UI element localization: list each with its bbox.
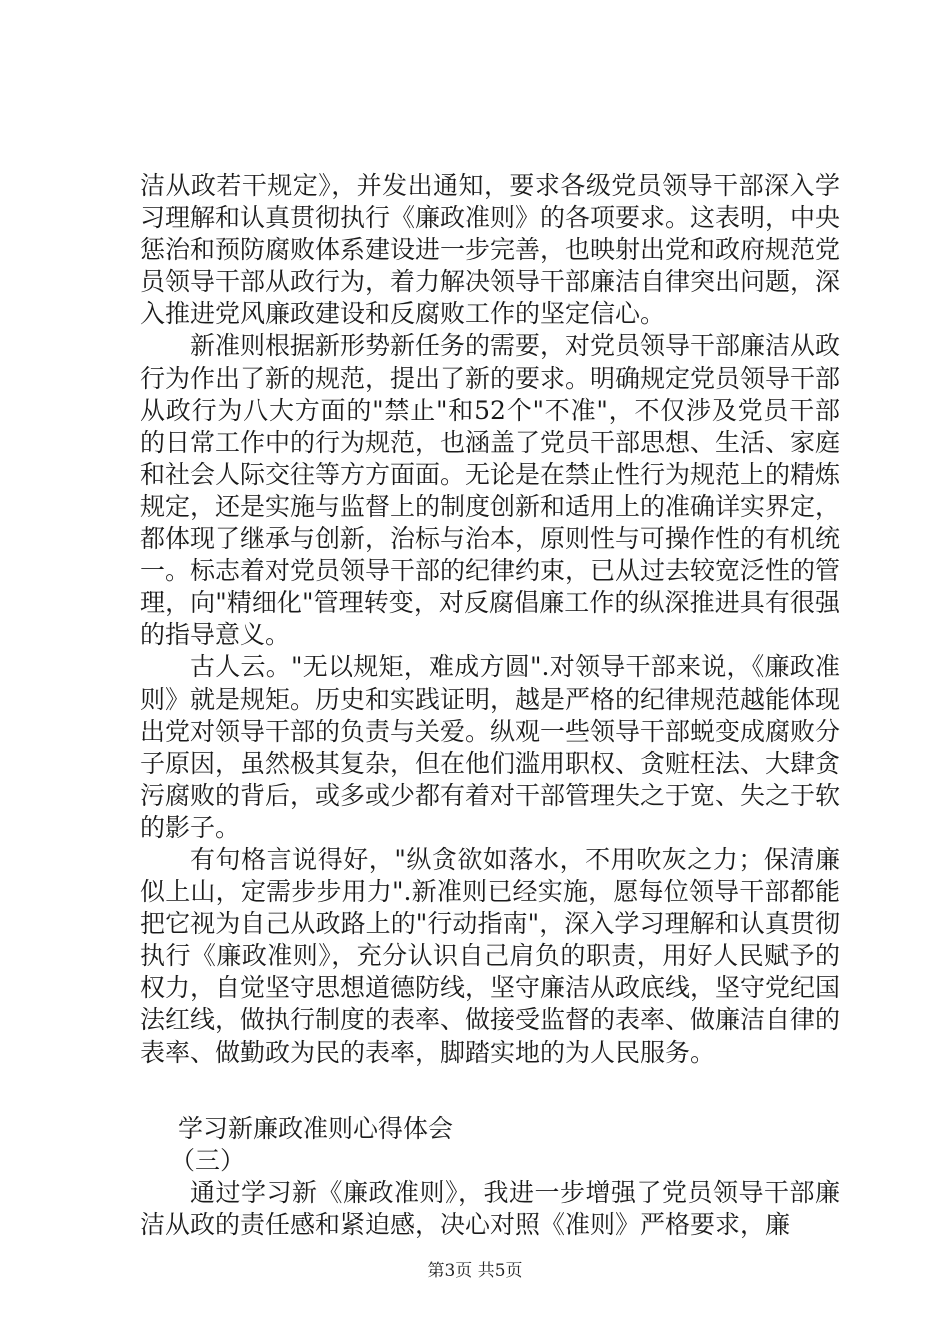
paragraph-section-three: 通过学习新《廉政准则》，我进一步增强了党员领导干部廉洁从政的责任感和紧迫感，决心对照《准则》严格要求，廉 xyxy=(140,1177,840,1239)
paragraph-new-rules: 新准则根据新形势新任务的需要，对党员领导干部廉洁从政行为作出了新的规范，提出了新的要求。明确规定党员领导干部从政行为八大方面的"禁止"和52个"不准"，不仅涉及党员干部的日常工作中的行为规范，也涵盖了党员干部思想、生活、家庭和社会人际交往等方方面面。无论是在禁止性行为规范上的精炼规定，还是实施与监督上的制度创新和适用上的准确详实界定，都体现了继承与创新，治标与治本，原则性与可操作性的有机统一。标志着对党员领导干部的纪律约束，已从过去较宽泛性的管理，向"精细化"管理转变，对反腐倡廉工作的纵深推进具有很强的指导意义。 xyxy=(140,331,841,650)
paragraph-ancient-saying: 古人云。"无以规矩，难成方圆".对领导干部来说，《廉政准则》就是规矩。历史和实践证明，越是严格的纪律规范越能体现出党对领导干部的负责与关爱。纵观一些领导干部蜕变成腐败分子原因，虽然极其复杂，但在他们滥用职权、贪赃枉法、大肆贪污腐败的背后，或多或少都有着对干部管理失之于宽、失之于软的影子。 xyxy=(140,652,841,842)
paragraph-maxim: 有句格言说得好，"纵贪欲如落水，不用吹灰之力；保清廉似上山，定需步步用力".新准则已经实施，愿每位领导干部都能把它视为自己从政路上的"行动指南"，深入学习理解和认真贯彻执行《廉政准则》，充分认识自己肩负的职责，用好人民赋予的权力，自觉坚守思想道德防线，坚守廉洁从政底线，坚守党纪国法红线，做执行制度的表率、做接受监督的表率、做廉洁自律的表率、做勤政为民的表率，脚踏实地的为人民服务。 xyxy=(140,844,841,1067)
section-gap xyxy=(140,1069,840,1113)
section-number: （三） xyxy=(170,1145,246,1175)
page-footer: 第3页 共5页 xyxy=(427,1261,523,1281)
section-title: 学习新廉政准则心得体会 xyxy=(178,1113,454,1143)
document-body xyxy=(140,170,840,1241)
paragraph-continued: 洁从政若干规定》，并发出通知，要求各级党员领导干部深入学习理解和认真贯彻执行《廉政准则》的各项要求。这表明，中央惩治和预防腐败体系建设进一步完善，也映射出党和政府规范党员领导干部从政行为，着力解决领导干部廉洁自律突出问题，深入推进党风廉政建设和反腐败工作的坚定信心。 xyxy=(140,171,841,329)
